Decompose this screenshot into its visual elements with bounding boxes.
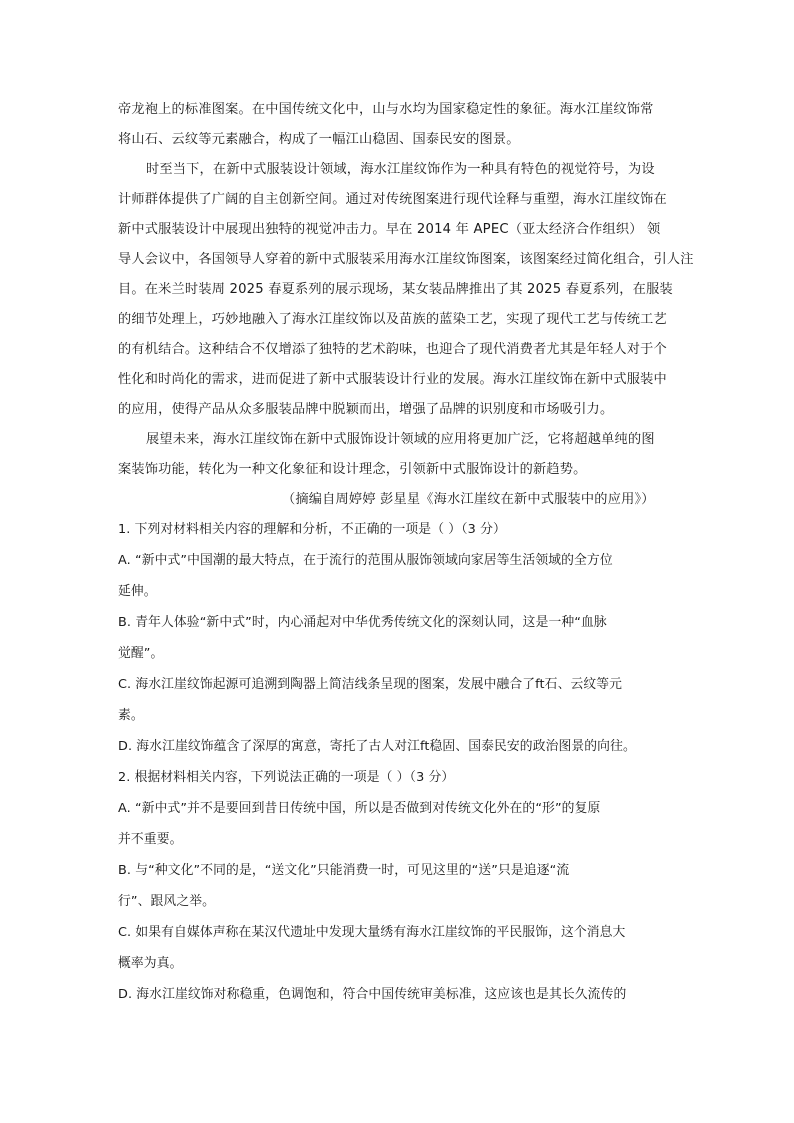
- question-2-stem: 2. 根据材料相关内容，下列说法正确的一项是（ ）（3 分）: [118, 770, 455, 785]
- passage-line: 的有机结合。这种结合不仅增添了独特的艺术韵味，也迎合了现代消费者尤其是年轻人对于个: [118, 342, 667, 357]
- question-2-option-c-cont: 概率为真。: [118, 956, 183, 971]
- passage-line: 的细节处理上，巧妙地融入了海水江崖纹饰以及苗族的蓝染工艺，实现了现代工艺与传统工艺: [118, 312, 667, 327]
- question-1-option-a-cont: 延伸。: [118, 584, 157, 599]
- passage-line: 时至当下，在新中式服装设计领域，海水江崖纹饰作为一种具有特色的视觉符号，为设: [146, 162, 655, 177]
- question-2-option-d: D. 海水江崖纹饰对称稳重，色调饱和，符合中国传统审美标准，这应该也是其长久流传的: [118, 987, 627, 1002]
- passage-line: 案装饰功能，转化为一种文化象征和设计理念，引领新中式服饰设计的新趋势。: [118, 462, 587, 477]
- question-1-option-b: B. 青年人体验“新中式”时，内心涌起对中华优秀传统文化的深刻认同，这是一种“血脉: [118, 615, 607, 630]
- passage-line: 计师群体提供了广阔的自主创新空间。通过对传统图案进行现代诠释与重塑，海水江崖纹饰在: [118, 192, 667, 207]
- question-2-option-c: C. 如果有自媒体声称在某汉代遗址中发现大量绣有海水江崖纹饰的平民服饰，这个消息大: [118, 925, 626, 940]
- passage-line: 展望未来，海水江崖纹饰在新中式服饰设计领域的应用将更加广泛，它将超越单纯的图: [146, 432, 655, 447]
- source-citation: （摘编自周婷婷 彭星星《海水江崖纹在新中式服装中的应用》）: [282, 492, 655, 507]
- question-1-option-c-cont: 素。: [118, 708, 144, 723]
- passage-line: 导人会议中，各国领导人穿着的新中式服装采用海水江崖纹饰图案，该图案经过简化组合，引人注: [118, 252, 694, 267]
- question-2-option-b: B. 与“种文化”不同的是，“送文化”只能消费一时，可见这里的“送”只是追逐“流: [118, 863, 570, 878]
- question-1-stem: 1. 下列对材料相关内容的理解和分析，不正确的一项是（ ）（3 分）: [118, 522, 506, 537]
- question-2-option-a: A. “新中式”并不是要回到昔日传统中国，所以是否做到对传统文化外在的“形”的复原: [118, 801, 601, 816]
- passage-line: 将山石、云纹等元素融合，构成了一幅江山稳固、国泰民安的图景。: [118, 132, 520, 147]
- passage-line: 帝龙袍上的标准图案。在中国传统文化中，山与水均为国家稳定性的象征。海水江崖纹饰常: [118, 102, 654, 117]
- question-1-option-b-cont: 觉醒”。: [118, 646, 164, 661]
- passage-line: 性化和时尚化的需求，进而促进了新中式服装设计行业的发展。海水江崖纹饰在新中式服装中: [118, 372, 667, 387]
- question-1-option-d: D. 海水江崖纹饰蕴含了深厚的寓意，寄托了古人对江ft稳固、国泰民安的政治图景的向往。: [118, 739, 636, 754]
- passage-line: 的应用，使得产品从众多服装品牌中脱颖而出，增强了品牌的识别度和市场吸引力。: [118, 402, 614, 417]
- question-2-option-a-cont: 并不重要。: [118, 832, 183, 847]
- question-1-option-a: A. “新中式”中国潮的最大特点，在于流行的范围从服饰领域向家居等生活领域的全方位: [118, 553, 613, 568]
- question-2-option-b-cont: 行”、跟风之举。: [118, 894, 216, 909]
- passage-line: 新中式服装设计中展现出独特的视觉冲击力。早在 2014 年 APEC（亚太经济合作组织） 领: [118, 222, 661, 237]
- question-1-option-c: C. 海水江崖纹饰起源可追溯到陶器上简洁线条呈现的图案，发展中融合了ft石、云纹等元: [118, 677, 623, 692]
- passage-line: 目。在米兰时装周 2025 春夏系列的展示现场，某女装品牌推出了其 2025 春夏系列，在服装: [118, 282, 673, 297]
